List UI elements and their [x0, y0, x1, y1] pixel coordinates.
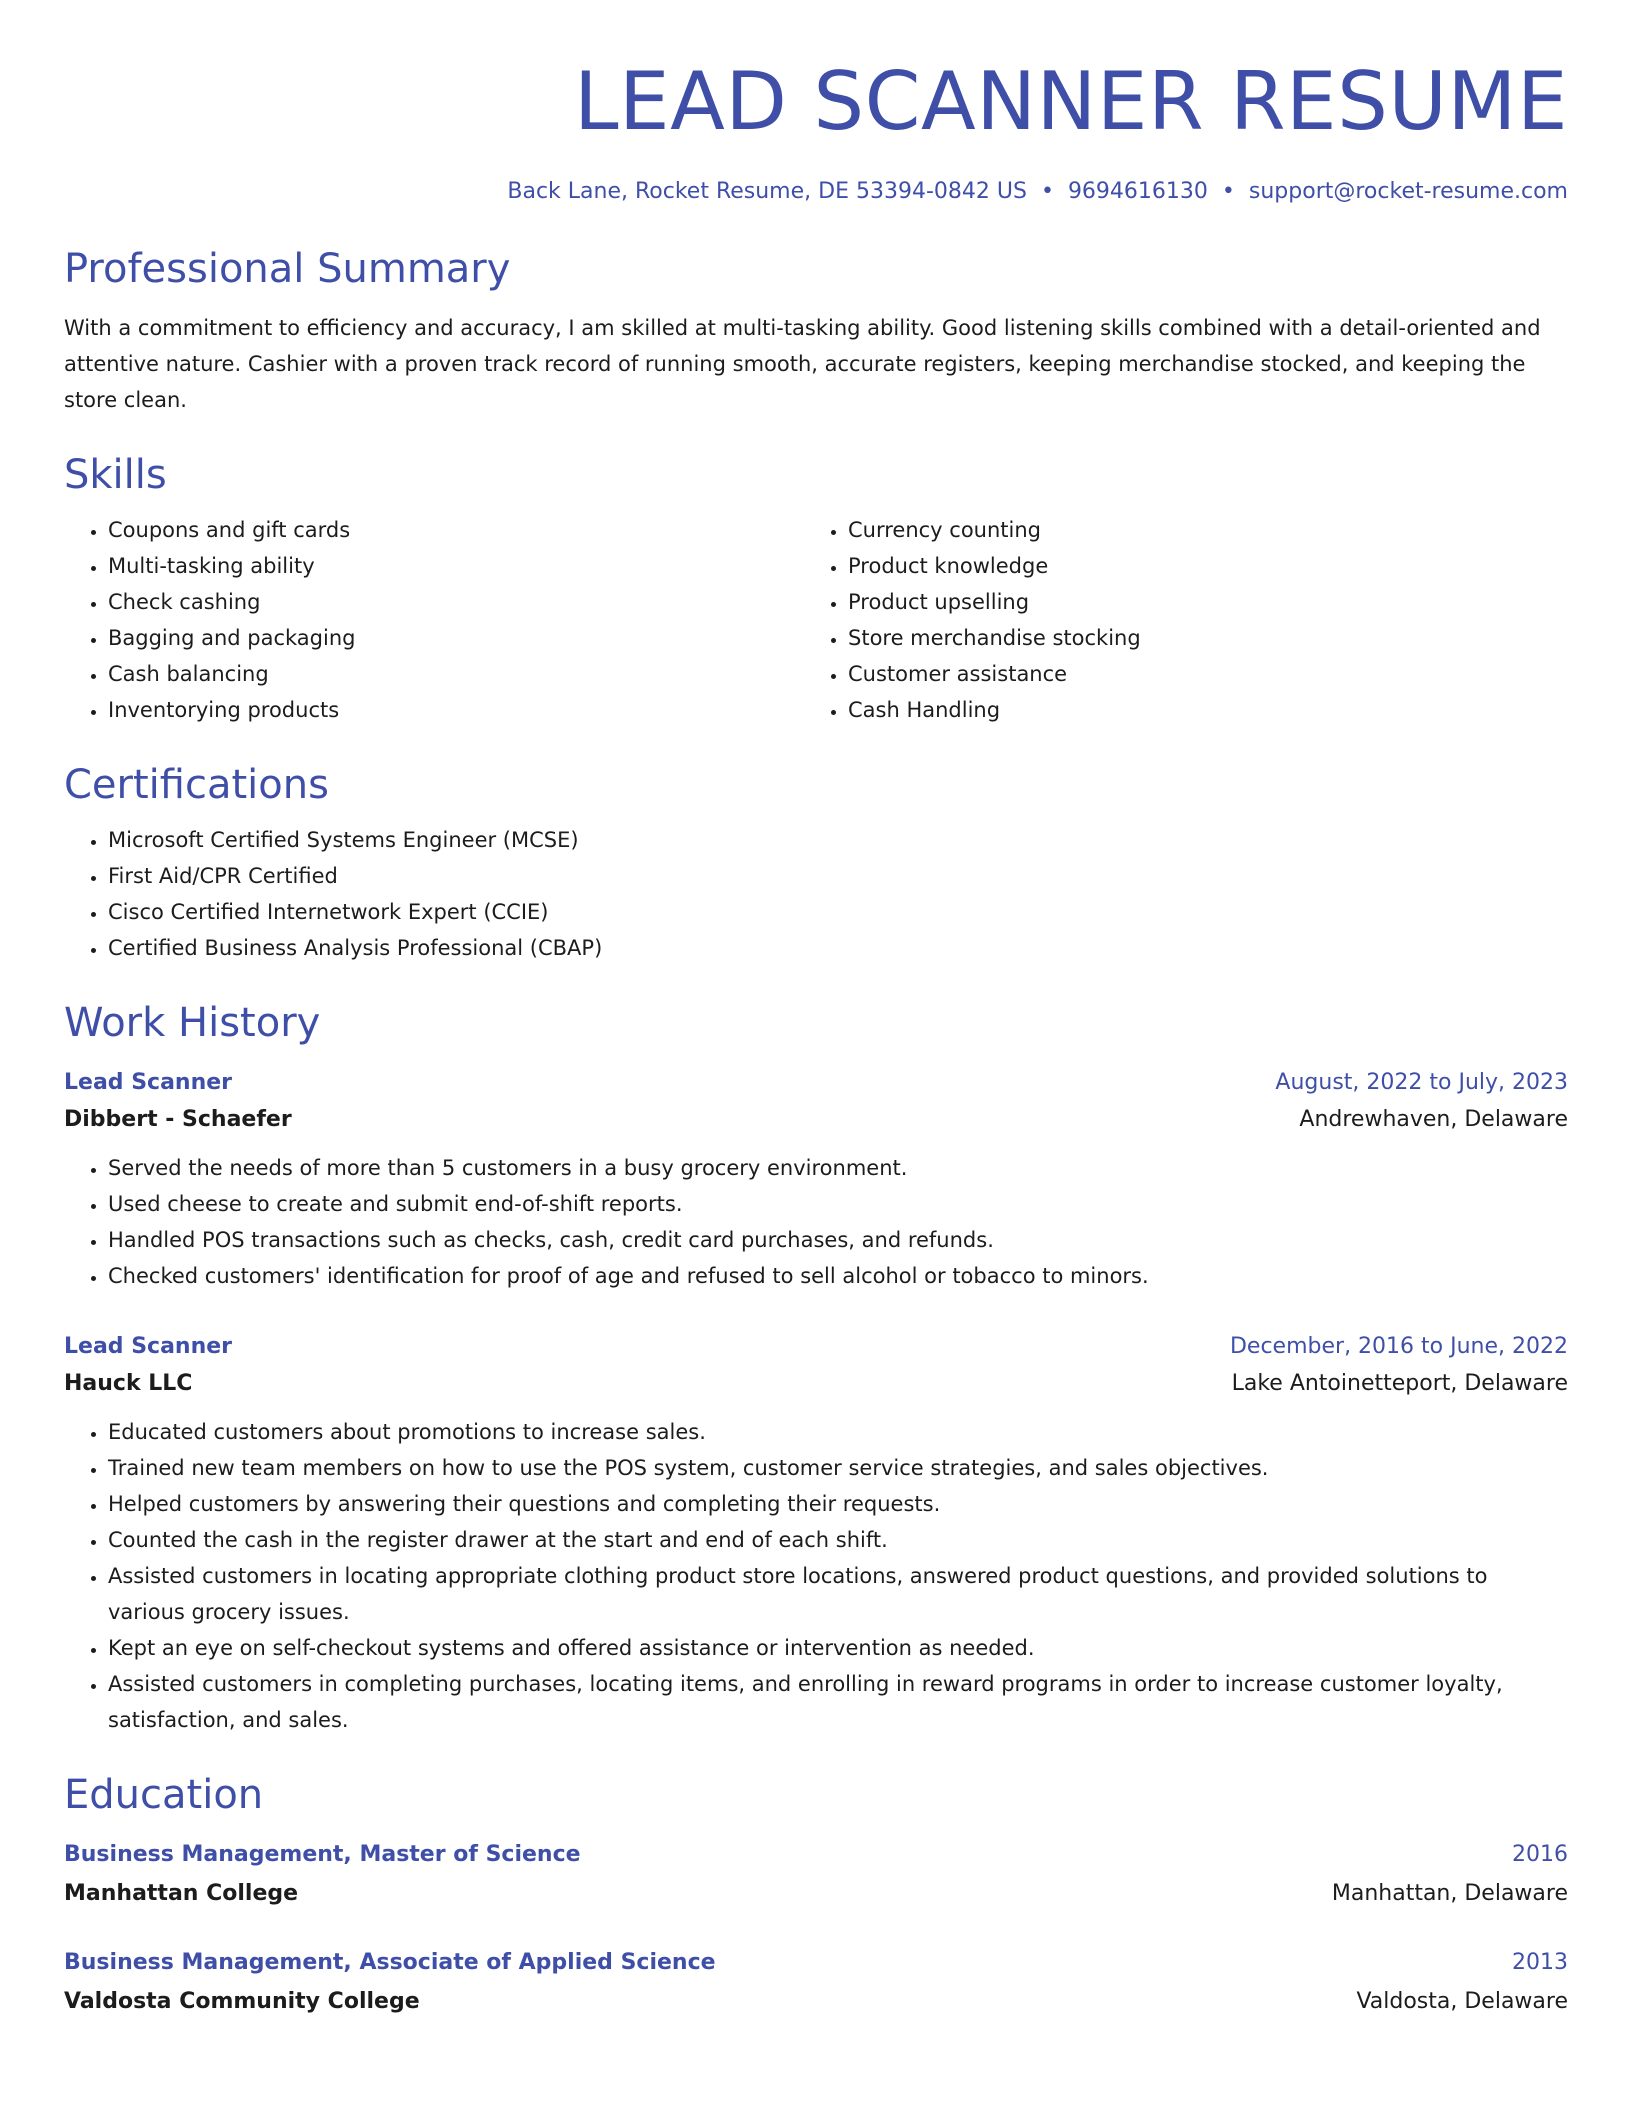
job-duty: • Helped customers by answering their questions and completing their requests. — [108, 1486, 1568, 1522]
job-title: Lead Scanner — [64, 1070, 233, 1095]
contact-separator: • — [1040, 179, 1054, 204]
job-duty: • Assisted customers in completing purchases, locating items, and enrolling in reward programs in order to increase customer loyalty, satisfaction, and sales. — [108, 1666, 1568, 1738]
certifications-list — [64, 822, 1568, 966]
summary-heading: Professional Summary — [64, 246, 511, 292]
skills-column-left — [64, 512, 804, 728]
job-header-row — [64, 1066, 1568, 1100]
certification-item: • Microsoft Certified Systems Engineer (MCSE) — [108, 822, 1568, 858]
education-entry — [64, 1946, 1568, 2024]
skill-item: • Multi-tasking ability — [108, 548, 804, 584]
job-duty: • Assisted customers in locating appropriate clothing product store locations, answered product questions, and provided solutions to various grocery issues. — [108, 1558, 1568, 1630]
certifications-section — [64, 758, 1568, 966]
certification-item: • Cisco Certified Internetwork Expert (CCIE) — [108, 894, 1568, 930]
education-year: 2013 — [1512, 1950, 1568, 1975]
resume-title: LEAD SCANNER RESUME — [573, 55, 1568, 148]
skill-item: • Check cashing — [108, 584, 804, 620]
skill-item: • Coupons and gift cards — [108, 512, 804, 548]
job-company-row — [64, 1100, 1568, 1140]
job-duties-list — [64, 1150, 1568, 1294]
job-company: Dibbert - Schaefer — [64, 1107, 292, 1132]
skill-item: • Product upselling — [848, 584, 1544, 620]
job-duties-list — [64, 1414, 1568, 1738]
skill-item: • Bagging and packaging — [108, 620, 804, 656]
skills-list-right — [804, 512, 1544, 728]
resume-header — [64, 52, 1568, 208]
education-heading: Education — [64, 1772, 264, 1818]
job-duty: • Counted the cash in the register drawer at the start and end of each shift. — [108, 1522, 1568, 1558]
work-history-section — [64, 996, 1568, 1738]
skills-list-left — [64, 512, 804, 728]
job-title: Lead Scanner — [64, 1334, 233, 1359]
skills-section — [64, 448, 1568, 728]
job-duty: • Checked customers' identification for proof of age and refused to sell alcohol or tobacco to minors. — [108, 1258, 1568, 1294]
job-duty: • Trained new team members on how to use the POS system, customer service strategies, and sales objectives. — [108, 1450, 1568, 1486]
job-entry — [64, 1330, 1568, 1738]
job-header-row — [64, 1330, 1568, 1364]
education-section — [64, 1768, 1568, 2024]
job-duty: • Kept an eye on self-checkout systems and offered assistance or intervention as needed. — [108, 1630, 1568, 1666]
contact-phone: 9694616130 — [1067, 179, 1208, 204]
skill-item: • Inventorying products — [108, 692, 804, 728]
job-location: Andrewhaven, Delaware — [1299, 1107, 1568, 1132]
education-header-row — [64, 1946, 1568, 1980]
skills-grid — [64, 512, 1568, 728]
certification-item: • First Aid/CPR Certified — [108, 858, 1568, 894]
work-history-heading: Work History — [64, 1000, 321, 1046]
job-duty: • Used cheese to create and submit end-of-shift reports. — [108, 1186, 1568, 1222]
education-location: Manhattan, Delaware — [1331, 1881, 1568, 1906]
contact-separator: • — [1221, 179, 1235, 204]
certification-item: • Certified Business Analysis Professional (CBAP) — [108, 930, 1568, 966]
education-location: Valdosta, Delaware — [1356, 1989, 1568, 2014]
job-company-row — [64, 1364, 1568, 1404]
skill-item: • Cash balancing — [108, 656, 804, 692]
education-degree: Business Management, Master of Science — [64, 1842, 581, 1867]
summary-text: With a commitment to efficiency and accuracy, I am skilled at multi-tasking ability. Good listening skills combined with a detail-oriented and attentive nature. Cashier with a proven track record of running smooth, accurate registers, keeping merchandise stocked, and keeping the store clean. — [64, 316, 1541, 412]
skills-heading: Skills — [64, 452, 167, 498]
job-duty: • Handled POS transactions such as checks, cash, credit card purchases, and refunds. — [108, 1222, 1568, 1258]
education-entry — [64, 1838, 1568, 1916]
contact-address: Back Lane, Rocket Resume, DE 53394-0842 US — [507, 179, 1027, 204]
skill-item: • Product knowledge — [848, 548, 1544, 584]
education-header-row — [64, 1838, 1568, 1872]
job-duty: • Served the needs of more than 5 customers in a busy grocery environment. — [108, 1150, 1568, 1186]
job-company: Hauck LLC — [64, 1371, 193, 1396]
education-degree: Business Management, Associate of Applied Science — [64, 1950, 716, 1975]
skill-item: • Customer assistance — [848, 656, 1544, 692]
education-school: Manhattan College — [64, 1881, 299, 1906]
contact-email: support@rocket-resume.com — [1248, 179, 1568, 204]
skill-item: • Cash Handling — [848, 692, 1544, 728]
education-school-row — [64, 1872, 1568, 1916]
skills-column-right — [804, 512, 1544, 728]
job-duty: • Educated customers about promotions to increase sales. — [108, 1414, 1568, 1450]
summary-section — [64, 242, 1568, 418]
job-location: Lake Antoinetteport, Delaware — [1231, 1371, 1568, 1396]
certifications-heading: Certifications — [64, 762, 329, 808]
education-school: Valdosta Community College — [64, 1989, 420, 2014]
education-school-row — [64, 1980, 1568, 2024]
skill-item: • Currency counting — [848, 512, 1544, 548]
contact-line — [64, 176, 1568, 208]
job-dates: December, 2016 to June, 2022 — [1229, 1334, 1568, 1359]
job-dates: August, 2022 to July, 2023 — [1275, 1070, 1568, 1095]
skill-item: • Store merchandise stocking — [848, 620, 1544, 656]
education-year: 2016 — [1512, 1842, 1568, 1867]
job-entry — [64, 1066, 1568, 1294]
